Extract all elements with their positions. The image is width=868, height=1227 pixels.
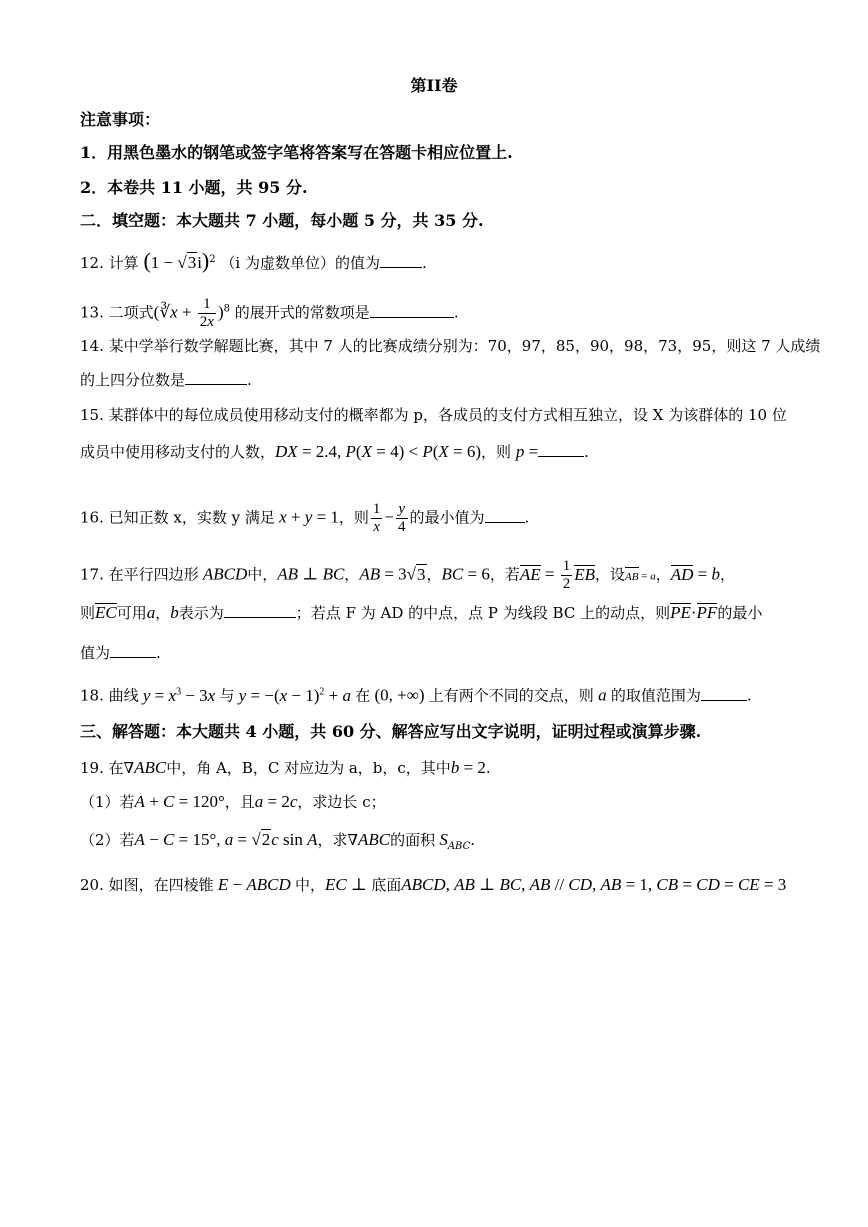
notice-item-2: 2．本卷共 11 小题，共 95 分. xyxy=(80,178,308,197)
answer-blank xyxy=(538,442,584,457)
answer-blank xyxy=(485,508,525,523)
question-13: 13. 二项式(∛x + $\frac{1}{2x}$ )$^8$ 的展开式的常数项是 . xyxy=(80,296,459,330)
notice-item-1: 1．用黑色墨水的钢笔或签字笔将答案写在答题卡相应位置上. xyxy=(80,143,513,162)
answer-blank xyxy=(224,603,296,618)
question-12: 12. 计算 $(1 - √3i)^2$ （i 为虚数单位）的值为 . xyxy=(80,248,427,273)
question-15-line-1: 15. 某群体中的每位成员使用移动支付的概率都为 p，各成员的支付方式相互独立，设 X 为该群体的 10 位 xyxy=(80,406,787,424)
question-15-line-2: 成员中使用移动支付的人数，DX = 2.4, P(X = 4) < P(X = 6)，则 p = . xyxy=(80,442,589,461)
fill-blank-heading: 二．填空题：本大题共 7 小题，每小题 5 分，共 35 分. xyxy=(80,211,484,230)
solution-heading: 三、解答题：本大题共 4 小题，共 60 分、解答应写出文字说明，证明过程或演算步骤. xyxy=(80,722,702,741)
question-17-line-1: 17. 在平行四边形 ABCD中，AB ⊥ BC，AB = 3√3，BC = 6，若AE = $\frac{1}{2}$ EB，设AB = a，AD = b， xyxy=(80,558,736,592)
question-17-line-3: 值为 . xyxy=(80,644,161,662)
question-19: 19. 在∇ABC中，角 A，B，C 对应边为 a，b，c，其中b = 2. xyxy=(80,758,491,777)
question-20: 20. 如图，在四棱锥 E − ABCD 中，EC ⊥ 底面ABCD, AB ⊥ BC, AB // CD, AB = 1, CB = CD = CE = 3 xyxy=(80,875,787,894)
answer-blank xyxy=(701,686,747,701)
question-16: 16. 已知正数 x，实数 y 满足 x + y = 1，则 $\frac{1}{x}$ − $\frac{y}{4}$ 的最小值为 . xyxy=(80,501,530,535)
notice-heading: 注意事项： xyxy=(80,110,161,129)
answer-blank xyxy=(185,370,247,385)
question-14-line-1: 14. 某中学举行数学解题比赛，其中 7 人的比赛成绩分别为：70，97，85，90，98，73，95，则这 7 人成绩 xyxy=(80,337,821,355)
answer-blank xyxy=(380,253,422,268)
question-17-line-2: 则EC可用a，b表示为 ；若点 F 为 AD 的中点，点 P 为线段 BC 上的动点，则PE·PF的最小 xyxy=(80,603,763,622)
answer-blank xyxy=(110,643,156,658)
question-19-part-1: （1）若A + C = 120°，且a = 2c，求边长 c； xyxy=(80,792,386,811)
question-19-part-2: （2）若A − C = 15°, a = √2c sin A，求∇ABC的面积 $S_{ABC}$. xyxy=(80,830,476,852)
section-title: 第II卷 xyxy=(410,76,458,95)
question-14-line-2: 的上四分位数是 . xyxy=(80,371,252,389)
answer-blank xyxy=(370,303,454,318)
question-18: 18. 曲线 $y = x^3 - 3x$ 与 $y = -(x - 1)^2 + a$ 在 (0, +∞) 上有两个不同的交点，则 a 的取值范围为 . xyxy=(80,685,752,705)
